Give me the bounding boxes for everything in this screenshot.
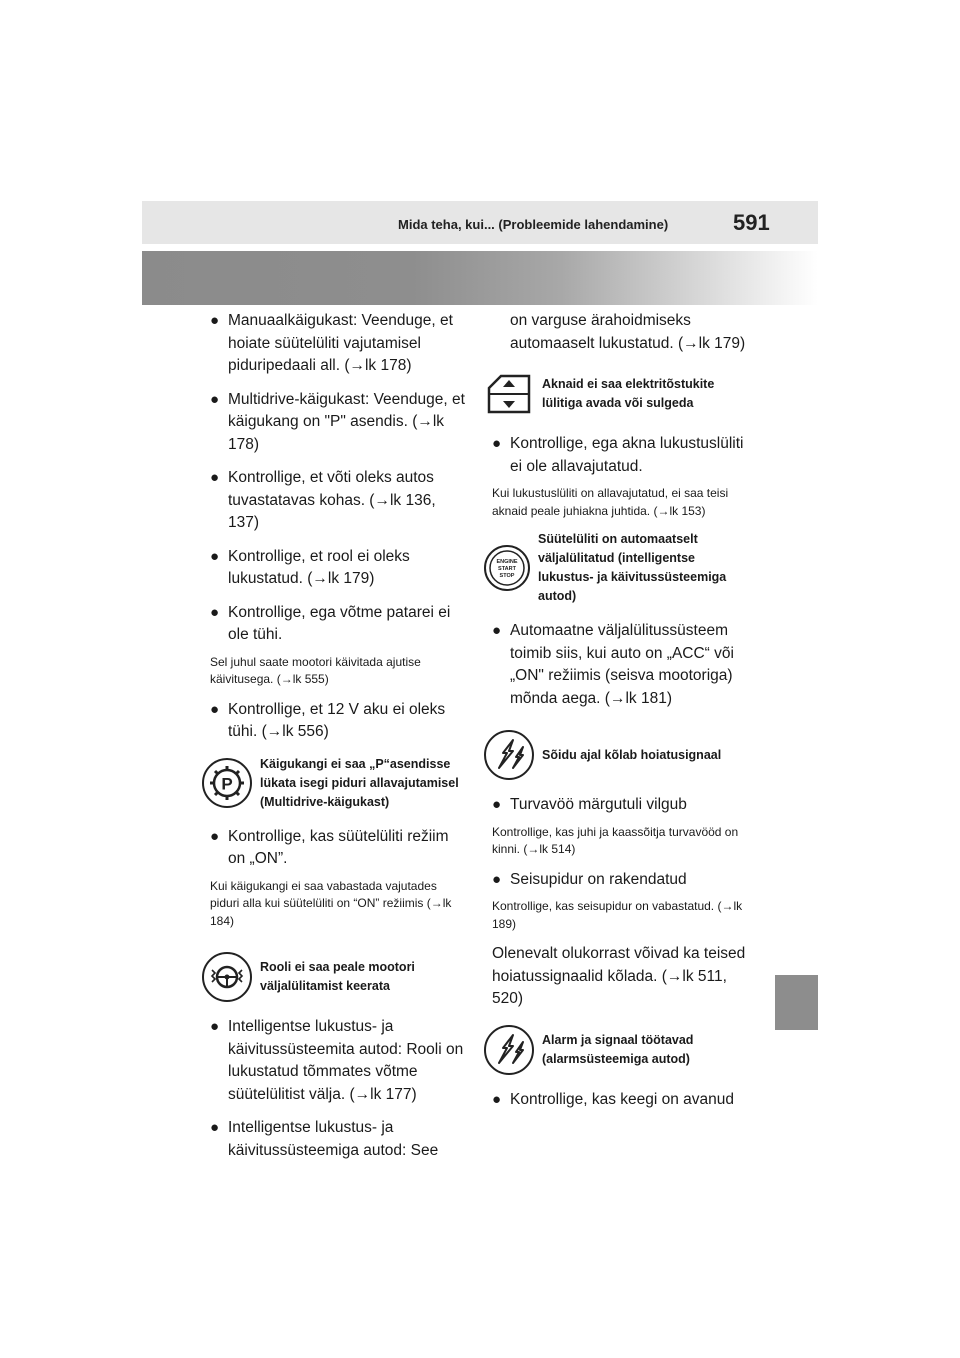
list-item: ● Manuaalkäigukast: Veenduge, et hoiate süütelüliti vajutamisel piduripedaali all. (→lk 178) bbox=[210, 312, 453, 374]
list-item: ● Turvavöö märgutuli vilgub bbox=[492, 794, 750, 817]
list-item: ● Kontrollige, kas keegi on avanud bbox=[492, 1089, 750, 1112]
bullet-icon: ● bbox=[210, 827, 220, 845]
alarm-heading: Alarm ja signaal töötavad (alarmsüsteemiga autod) bbox=[542, 1032, 694, 1066]
warning-heading-block bbox=[484, 730, 750, 780]
note-ignition: Kui käigukangi ei saa vabastada vajutades piduri alla kui süütelüliti on “ON” režiimis (→lk 184) bbox=[210, 878, 452, 928]
alarm-heading-block bbox=[484, 1025, 750, 1075]
shift-lock-p-icon bbox=[202, 758, 252, 808]
list-item: ● Intelligentse lukustus- ja käivitussüsteemita autod: Rooli on lukustatud tõmmates võtme süütelülitist välja. (→lk 177) bbox=[210, 1018, 464, 1103]
warning-heading: Sõidu ajal kõlab hoiatusignaal bbox=[542, 747, 722, 762]
steering-heading: Rooli ei saa peale mootori väljalülitamist keerata bbox=[260, 960, 415, 993]
bullet-icon: ● bbox=[210, 312, 220, 329]
window-heading-block bbox=[484, 369, 750, 419]
note-parking: Kontrollige, kas seisupidur on vabastatud. (→lk 189) bbox=[492, 899, 743, 931]
list-item: ● Kontrollige, et võti oleks autos tuvastatavas kohas. (→lk 136, 137) bbox=[210, 469, 436, 531]
section-gradient-band bbox=[142, 251, 818, 305]
list-item: ● Seisupidur on rakendatud bbox=[492, 869, 750, 892]
engine-start-stop-icon bbox=[484, 545, 530, 591]
engine-heading: Süütelüliti on automaatselt väljalülitatud (intelligentse lukustus- ja käivitussüsteemiga autod) bbox=[538, 532, 727, 603]
left-column bbox=[210, 310, 465, 1173]
engine-icon-text: ENGINE bbox=[496, 559, 518, 565]
note-seatbelt: Kontrollige, kas juhi ja kaassõitja turvavööd on kinni. (→lk 514) bbox=[492, 824, 739, 856]
bullet-icon: ● bbox=[492, 796, 502, 813]
list-item: ● Intelligentse lukustus- ja käivitussüsteemiga autod: See bbox=[210, 1119, 439, 1159]
bullet-icon: ● bbox=[492, 1090, 502, 1108]
note-window: Kui lukustuslüliti on allavajutatud, ei saa teisi aknaid peale juhiakna juhtida. (→lk 153) bbox=[492, 486, 729, 518]
chapter-side-tab bbox=[775, 975, 818, 1030]
svg-text:P: P bbox=[221, 774, 233, 794]
bullet-icon: ● bbox=[210, 603, 220, 621]
note-temporary-start: Sel juhul saate mootori käivitada ajutise käivitusega. (→lk 555) bbox=[210, 654, 421, 686]
bullet-icon: ● bbox=[492, 435, 502, 452]
list-item-continuation: on varguse ärahoidmiseks automaaselt lukustatud. (→lk 179) bbox=[510, 312, 746, 352]
alarm-icon bbox=[484, 1025, 534, 1075]
engine-heading-block bbox=[484, 530, 750, 606]
steering-lock-icon bbox=[202, 952, 252, 1002]
bullet-icon: ● bbox=[210, 390, 220, 408]
list-item: ● Kontrollige, et rool ei oleks lukustatud. (→lk 179) bbox=[210, 547, 410, 587]
bullet-icon: ● bbox=[210, 547, 220, 565]
bullet-icon: ● bbox=[492, 870, 502, 888]
other-warnings-text: Olenevalt olukorrast võivad ka teised hoiatussignaalid kõlada. (→lk 511, 520) bbox=[492, 945, 746, 1007]
gear-shift-heading-block bbox=[202, 755, 465, 812]
bullet-icon: ● bbox=[210, 1018, 220, 1035]
list-item: ● Kontrollige, ega akna lukustuslüliti ei ole allavajutatud. bbox=[492, 435, 744, 475]
list-item: ● Kontrollige, kas süütelüliti režiim on „ON”. bbox=[210, 827, 449, 867]
window-heading: Aknaid ei saa elektritõstukite lülitiga avada või sulgeda bbox=[542, 377, 715, 410]
right-column bbox=[492, 310, 750, 1122]
bullet-icon: ● bbox=[210, 1119, 220, 1136]
start-icon-text: START bbox=[498, 566, 516, 572]
warning-sound-icon bbox=[484, 730, 534, 780]
steering-heading-block bbox=[202, 952, 465, 1002]
gear-shift-heading: Käigukangi ei saa „P“asendisse lükata isegi piduri allavajutamisel (Multidrive-käigukast) bbox=[260, 756, 459, 809]
list-item: ● Multidrive-käigukast: Veenduge, et käigukang on "P" asendis. (→lk 178) bbox=[210, 390, 465, 453]
bullet-icon: ● bbox=[210, 700, 220, 718]
page-number: 591 bbox=[733, 210, 770, 235]
page-header-title: Mida teha, kui... (Probleemide lahendamine) bbox=[398, 217, 669, 232]
bullet-icon: ● bbox=[210, 469, 220, 486]
power-window-icon bbox=[484, 369, 534, 419]
list-item: ● Kontrollige, ega võtme patarei ei ole tühi. bbox=[210, 603, 451, 643]
bullet-icon: ● bbox=[492, 622, 502, 639]
stop-icon-text: STOP bbox=[499, 573, 515, 579]
list-item: ● Kontrollige, et 12 V aku ei oleks tühi. (→lk 556) bbox=[210, 700, 446, 740]
list-item: ● Automaatne väljalülitussüsteem toimib siis, kui auto on „ACC“ või „ON" režiimis (seisva mootoriga) mõnda aega. (→lk 181) bbox=[492, 622, 734, 707]
